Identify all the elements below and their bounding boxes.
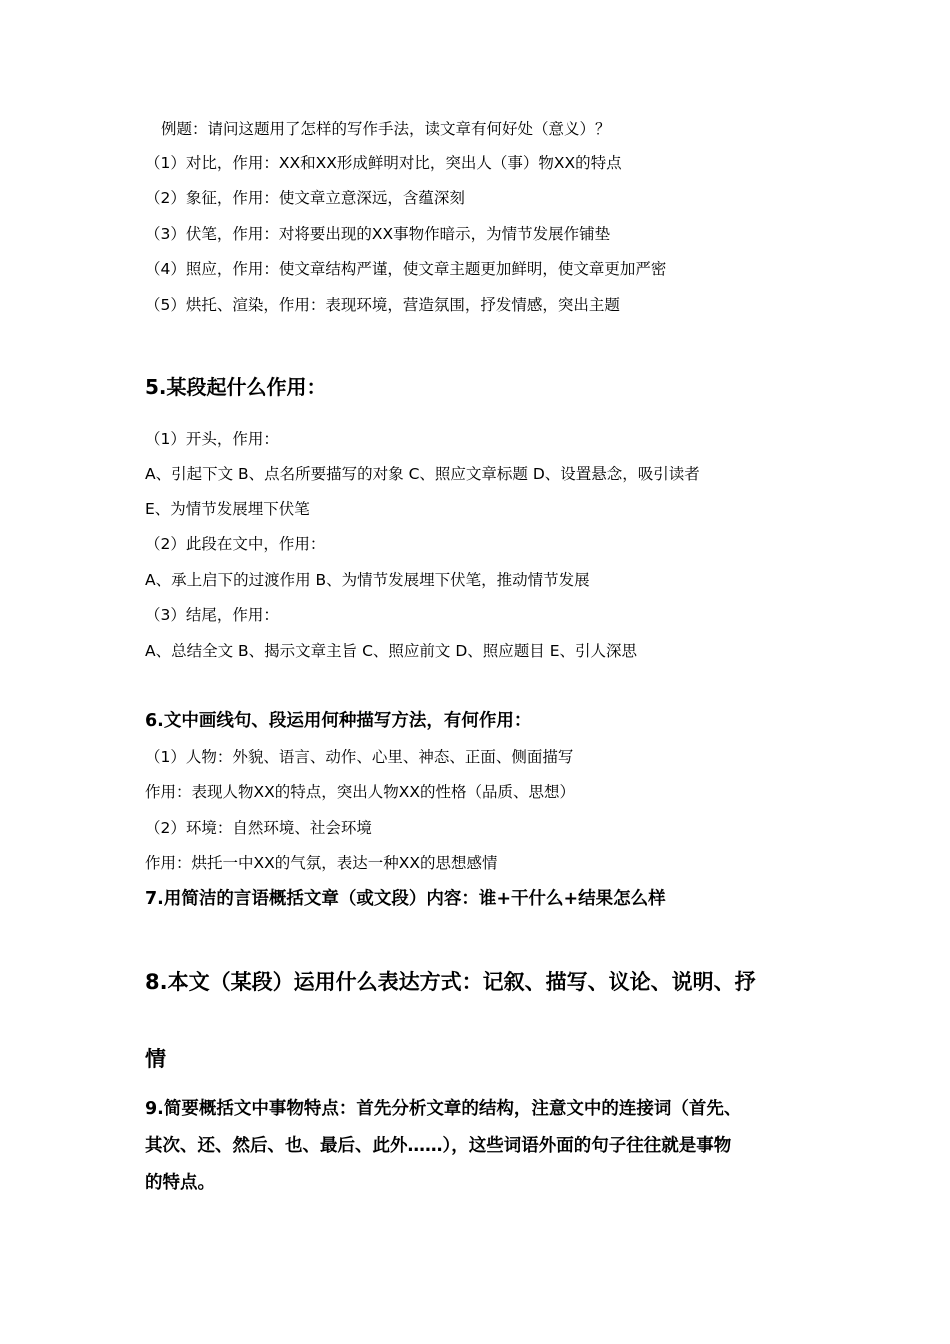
section-8-heading-cont: 情 bbox=[145, 1047, 166, 1071]
section-9-paragraph: 的特点。 bbox=[145, 1173, 215, 1193]
section-7-heading: 7.用简洁的言语概括文章（或文段）内容：谁+干什么+结果怎么样 bbox=[145, 889, 666, 909]
section-9-paragraph: 其次、还、然后、也、最后、此外……），这些词语外面的句子往往就是事物 bbox=[145, 1136, 732, 1156]
section-6-line: （2）环境：自然环境、社会环境 bbox=[145, 819, 372, 837]
example-item: （3）伏笔，作用：对将要出现的XX事物作暗示，为情节发展作铺垫 bbox=[145, 225, 611, 243]
section-6-line: 作用：烘托一中XX的气氛，表达一种XX的思想感情 bbox=[145, 854, 498, 872]
section-6-line: （1）人物：外貌、语言、动作、心里、神态、正面、侧面描写 bbox=[145, 748, 574, 766]
section-5-heading: 5.某段起什么作用： bbox=[145, 375, 327, 399]
example-item: （2）象征，作用：使文章立意深远，含蕴深刻 bbox=[145, 189, 465, 207]
section-5-line: （1）开头，作用： bbox=[145, 430, 279, 448]
section-5-line: A、引起下文 B、点名所要描写的对象 C、照应文章标题 D、设置悬念，吸引读者 bbox=[145, 465, 700, 483]
section-5-line: （3）结尾，作用： bbox=[145, 606, 279, 624]
section-9-paragraph: 9.简要概括文中事物特点：首先分析文章的结构，注意文中的连接词（首先、 bbox=[145, 1099, 742, 1119]
section-5-line: A、承上启下的过渡作用 B、为情节发展埋下伏笔，推动情节发展 bbox=[145, 571, 590, 589]
example-item: （4）照应，作用：使文章结构严谨，使文章主题更加鲜明，使文章更加严密 bbox=[145, 260, 667, 278]
example-item: （5）烘托、渲染，作用：表现环境，营造氛围，抒发情感，突出主题 bbox=[145, 296, 620, 314]
section-6-line: 作用：表现人物XX的特点，突出人物XX的性格（品质、思想） bbox=[145, 783, 575, 801]
example-item: （1）对比，作用：XX和XX形成鲜明对比，突出人（事）物XX的特点 bbox=[145, 154, 622, 172]
section-8-heading: 8.本文（某段）运用什么表达方式：记叙、描写、议论、说明、抒 bbox=[145, 970, 756, 994]
section-6-heading: 6.文中画线句、段运用何种描写方法，有何作用： bbox=[145, 711, 532, 731]
section-5-line: （2）此段在文中，作用： bbox=[145, 535, 326, 553]
section-5-line: E、为情节发展埋下伏笔 bbox=[145, 500, 310, 518]
section-5-line: A、总结全文 B、揭示文章主旨 C、照应前文 D、照应题目 E、引人深思 bbox=[145, 642, 637, 660]
example-question: 例题：请问这题用了怎样的写作手法，读文章有何好处（意义）？ bbox=[161, 120, 611, 138]
